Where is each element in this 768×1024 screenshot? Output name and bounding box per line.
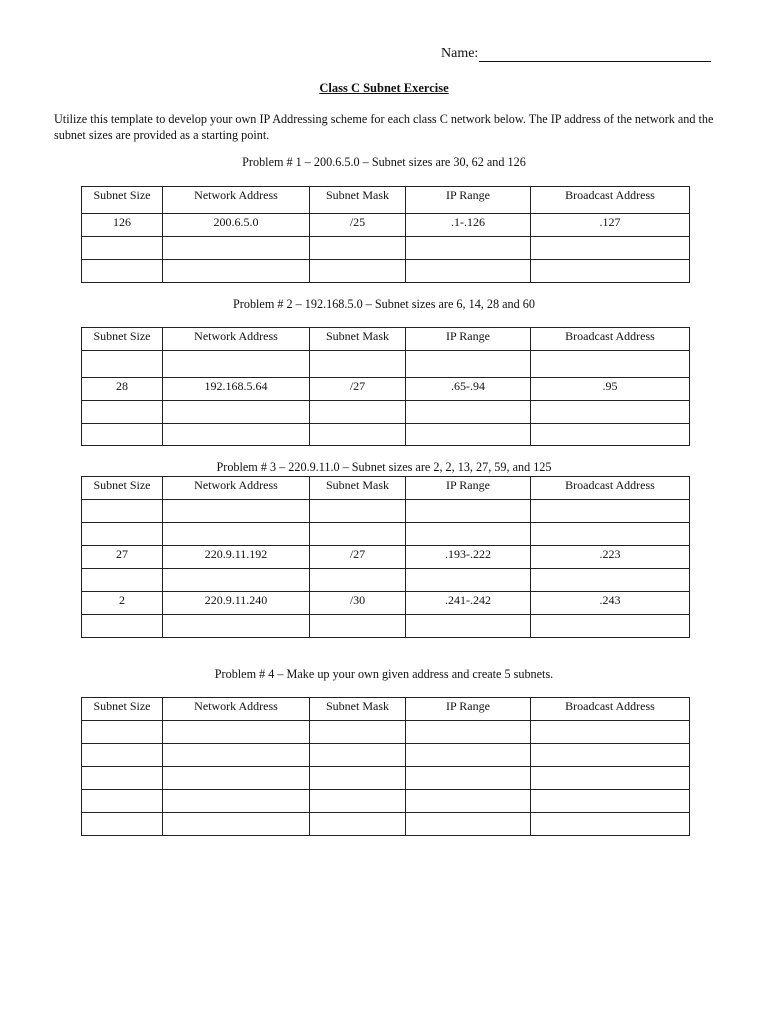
table-cell[interactable]: 28 [82,378,163,401]
header-cell: Subnet Size [82,187,163,214]
header-cell: Broadcast Address [531,328,690,351]
header-cell: Subnet Size [82,477,163,500]
table-cell[interactable] [406,500,531,523]
table-row [82,721,690,744]
table-cell[interactable] [310,569,406,592]
table-cell[interactable] [163,721,310,744]
name-label: Name: [441,46,479,61]
table-cell[interactable] [531,260,690,283]
table-cell[interactable] [406,401,531,424]
header-row [82,328,690,351]
table-cell[interactable] [406,569,531,592]
table-cell[interactable]: .223 [531,546,690,569]
table-cell[interactable] [82,237,163,260]
table-row [82,214,690,237]
table-cell[interactable] [531,523,690,546]
table-cell[interactable] [531,767,690,790]
problem-1-table [81,186,690,283]
table-row [82,523,690,546]
table-cell[interactable] [406,237,531,260]
table-cell[interactable] [310,615,406,638]
table-cell[interactable] [163,237,310,260]
table-cell[interactable]: /30 [310,592,406,615]
table-cell[interactable]: /27 [310,546,406,569]
table-cell[interactable] [310,790,406,813]
table-row [82,592,690,615]
table-cell[interactable] [82,767,163,790]
table-cell[interactable] [163,744,310,767]
table-row [82,401,690,424]
table-cell[interactable] [531,569,690,592]
table-cell[interactable] [82,401,163,424]
header-cell: Subnet Size [82,698,163,721]
table-cell[interactable] [310,744,406,767]
name-blank-line[interactable] [479,47,711,62]
header-cell: IP Range [406,477,531,500]
table-cell[interactable] [406,424,531,446]
table-cell[interactable]: .65-.94 [406,378,531,401]
table-cell[interactable]: 220.9.11.192 [163,546,310,569]
table-cell[interactable] [163,790,310,813]
table-cell[interactable] [531,615,690,638]
header-cell: IP Range [406,698,531,721]
table-cell[interactable] [310,351,406,378]
table-row [82,260,690,283]
table-cell[interactable]: .193-.222 [406,546,531,569]
table-cell[interactable]: 27 [82,546,163,569]
table-cell[interactable] [310,767,406,790]
table-cell[interactable] [406,721,531,744]
table-cell[interactable]: /27 [310,378,406,401]
problem-1-heading: Problem # 1 – 200.6.5.0 – Subnet sizes are 30, 62 and 126 [242,155,526,169]
table-cell[interactable] [82,424,163,446]
table-cell[interactable] [406,813,531,836]
header-cell: Network Address [163,328,310,351]
header-cell: IP Range [406,187,531,214]
intro-paragraph: Utilize this template to develop your own IP Addressing scheme for each class C network below. The IP address of the network and the subnet sizes are provided as a starting point. [54,112,714,142]
problem-4-heading: Problem # 4 – Make up your own given address and create 5 subnets. [214,667,554,681]
table-cell[interactable] [406,260,531,283]
table-cell[interactable]: 126 [82,214,163,237]
table-cell[interactable] [406,790,531,813]
table-cell[interactable] [310,424,406,446]
table-cell[interactable] [406,523,531,546]
table-cell[interactable] [310,721,406,744]
table-cell[interactable] [531,813,690,836]
table-cell[interactable] [82,523,163,546]
table-cell[interactable] [82,569,163,592]
table-cell[interactable] [310,237,406,260]
table-cell[interactable] [163,615,310,638]
table-row [82,424,690,446]
table-cell[interactable] [82,744,163,767]
table-cell[interactable]: 200.6.5.0 [163,214,310,237]
table-cell[interactable]: 192.168.5.64 [163,378,310,401]
table-row [82,790,690,813]
header-cell: Network Address [163,477,310,500]
problem-4-table [81,697,690,836]
header-cell: Subnet Mask [310,477,406,500]
table-row [82,546,690,569]
table-cell[interactable] [163,500,310,523]
table-cell[interactable] [163,767,310,790]
table-row [82,500,690,523]
table-cell[interactable] [406,351,531,378]
table-cell[interactable] [531,401,690,424]
table-cell[interactable] [531,790,690,813]
table-row [82,767,690,790]
table-cell[interactable]: /25 [310,214,406,237]
header-cell: Subnet Size [82,328,163,351]
header-cell: Network Address [163,698,310,721]
table-row [82,615,690,638]
table-cell[interactable] [406,615,531,638]
table-cell[interactable] [531,351,690,378]
problem-3-heading: Problem # 3 – 220.9.11.0 – Subnet sizes are 2, 2, 13, 27, 59, and 125 [216,460,552,474]
table-cell[interactable]: 220.9.11.240 [163,592,310,615]
table-cell[interactable] [82,813,163,836]
header-cell: Subnet Mask [310,187,406,214]
table-cell[interactable] [163,260,310,283]
table-cell[interactable] [531,500,690,523]
problem-3-table [81,476,690,638]
header-cell: Subnet Mask [310,328,406,351]
table-cell[interactable] [310,260,406,283]
table-cell[interactable] [310,813,406,836]
table-row [82,351,690,378]
problem-2-heading: Problem # 2 – 192.168.5.0 – Subnet sizes are 6, 14, 28 and 60 [233,297,535,311]
table-row [82,813,690,836]
table-cell[interactable] [82,500,163,523]
table-cell[interactable] [531,237,690,260]
table-cell[interactable]: .95 [531,378,690,401]
table-cell[interactable] [82,351,163,378]
table-cell[interactable] [310,401,406,424]
table-cell[interactable] [406,767,531,790]
table-cell[interactable] [531,721,690,744]
table-cell[interactable] [163,401,310,424]
header-row [82,698,690,721]
table-cell[interactable]: .241-.242 [406,592,531,615]
table-cell[interactable] [163,813,310,836]
table-cell[interactable] [82,721,163,744]
header-cell: Network Address [163,187,310,214]
table-cell[interactable] [310,523,406,546]
table-cell[interactable] [82,790,163,813]
header-cell: Broadcast Address [531,698,690,721]
header-row [82,187,690,214]
header-cell: Broadcast Address [531,477,690,500]
table-row [82,378,690,401]
table-cell[interactable]: .127 [531,214,690,237]
name-field[interactable] [441,46,711,62]
table-cell[interactable] [531,424,690,446]
table-cell[interactable] [82,260,163,283]
table-cell[interactable]: .243 [531,592,690,615]
table-cell[interactable]: 2 [82,592,163,615]
header-row [82,477,690,500]
table-cell[interactable] [406,744,531,767]
table-cell[interactable] [163,523,310,546]
table-cell[interactable] [310,500,406,523]
table-cell[interactable] [531,744,690,767]
table-cell[interactable] [163,351,310,378]
table-cell[interactable] [163,424,310,446]
header-cell: IP Range [406,328,531,351]
table-row [82,569,690,592]
table-row [82,237,690,260]
header-cell: Broadcast Address [531,187,690,214]
problem-2-table [81,327,690,446]
table-row [82,744,690,767]
header-cell: Subnet Mask [310,698,406,721]
table-cell[interactable] [82,615,163,638]
table-cell[interactable] [163,569,310,592]
page-title: Class C Subnet Exercise [319,81,449,95]
table-cell[interactable]: .1-.126 [406,214,531,237]
